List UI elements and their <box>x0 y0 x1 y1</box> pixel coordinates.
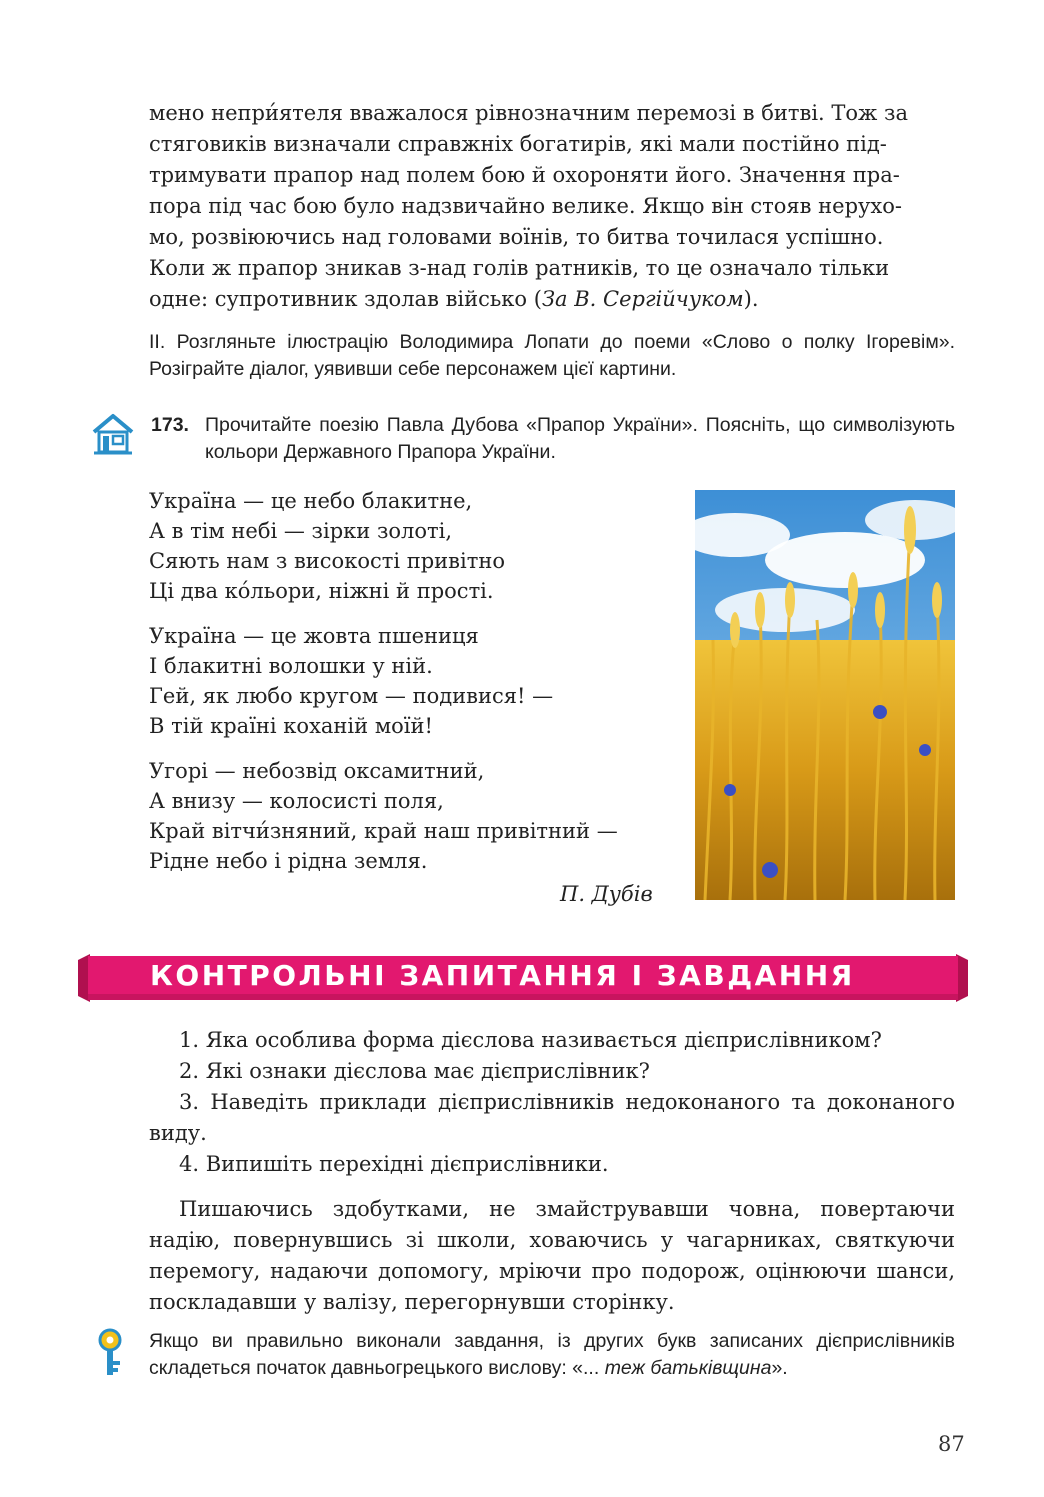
poem-line: І блакитні волошки у ній. <box>149 654 433 678</box>
intro-line: мо, розвіюючись над головами воїнів, то битва точилася успішно. <box>149 225 884 249</box>
exercise-text: Прочитайте поезію Павла Дубова «Прапор України». Поясніть, що символізують кольори Державного Прапора України. <box>205 414 955 463</box>
list-item: 4. Випишіть перехідні дієприслівники. <box>179 1152 609 1176</box>
intro-line: тримувати прапор над полем бою й охороняти його. Значення пра- <box>149 163 900 187</box>
intro-paragraph <box>149 98 955 315</box>
home-task-icon <box>90 412 136 456</box>
intro-line: Коли ж прапор зникав з-над голів ратників, то це означало тільки <box>149 256 890 280</box>
intro-source: За В. Сергійчуком <box>541 287 744 311</box>
poem-line: А в тім небі — зірки золоті, <box>149 519 453 543</box>
list-item: 1. Яка особлива форма дієслова називається дієприслівником? <box>179 1028 882 1052</box>
questions-list <box>149 1025 955 1180</box>
poem-line: Гей, як любо кругом — подивися! — <box>149 684 554 708</box>
poem-line: Україна — це жовта пшениця <box>149 624 479 648</box>
poem-line: Сяють нам з високості привітно <box>149 549 505 573</box>
poem-stanza <box>149 486 669 606</box>
intro-line: стяговиків визначали справжніх богатирів, які мали постійно під- <box>149 132 887 156</box>
hint-text: Якщо ви правильно виконали завдання, із других букв записаних дієприслівників складеться початок давньогрецького вислову: «... теж батьківщина». <box>149 1330 955 1379</box>
poem-line: Край вітчи́зняний, край наш привітний — <box>149 819 618 843</box>
intro-line: мено непри́ятеля вважалося рівнозначним перемозі в битві. Тож за <box>149 101 909 125</box>
intro-line: пора під час бою було надзвичайно велике. Якщо він стояв нерухо- <box>149 194 902 218</box>
section-title: КОНТРОЛЬНІ ЗАПИТАННЯ І ЗАВДАННЯ <box>150 959 855 992</box>
words-paragraph: Пишаючись здобутками, не змайструвавши човна, повертаючи надію, повернувшись зі школи, ховаючись у чагарниках, святкуючи перемогу, надаючи допомогу, мріючи про подорож, оцінюючи шанси, посклад​авши у валізу, перегорнувши сторінку. <box>149 1197 955 1314</box>
wheat-field-photo <box>695 490 955 900</box>
page-number: 87 <box>938 1432 965 1456</box>
poem-line: А внизу — колосисті поля, <box>149 789 444 813</box>
list-item: 3. Наведіть приклади дієприслівників недоконаного та доконаного виду. <box>149 1090 955 1145</box>
list-item: 2. Які ознаки дієслова має дієприслівник? <box>179 1059 650 1083</box>
poem-author: П. Дубів <box>560 882 653 906</box>
poem-line: В тій країні коханій моїй! <box>149 714 433 738</box>
poem-stanza <box>149 621 669 741</box>
intro-line-last: одне: супротивник здолав військо (За В. Сергійчуком). <box>149 287 759 311</box>
poem <box>149 486 669 891</box>
exercise-number: 173. <box>151 414 189 436</box>
poem-line: Рідне небо і рідна земля. <box>149 849 428 873</box>
hint-italic: теж батьківщина <box>604 1357 772 1379</box>
poem-line: Угорі — небозвід оксамитний, <box>149 759 485 783</box>
poem-line: Ці два ко́льори, ніжні й прості. <box>149 579 494 603</box>
task-two: ІІ. Розгляньте ілюстрацію Володимира Лопати до поеми «Слово о полку Ігоревім». Розіграйте діалог, уявивши себе персонажем цієї картини. <box>149 331 955 380</box>
poem-stanza <box>149 756 669 876</box>
poem-line: Україна — це небо блакитне, <box>149 489 473 513</box>
key-icon <box>94 1328 126 1378</box>
